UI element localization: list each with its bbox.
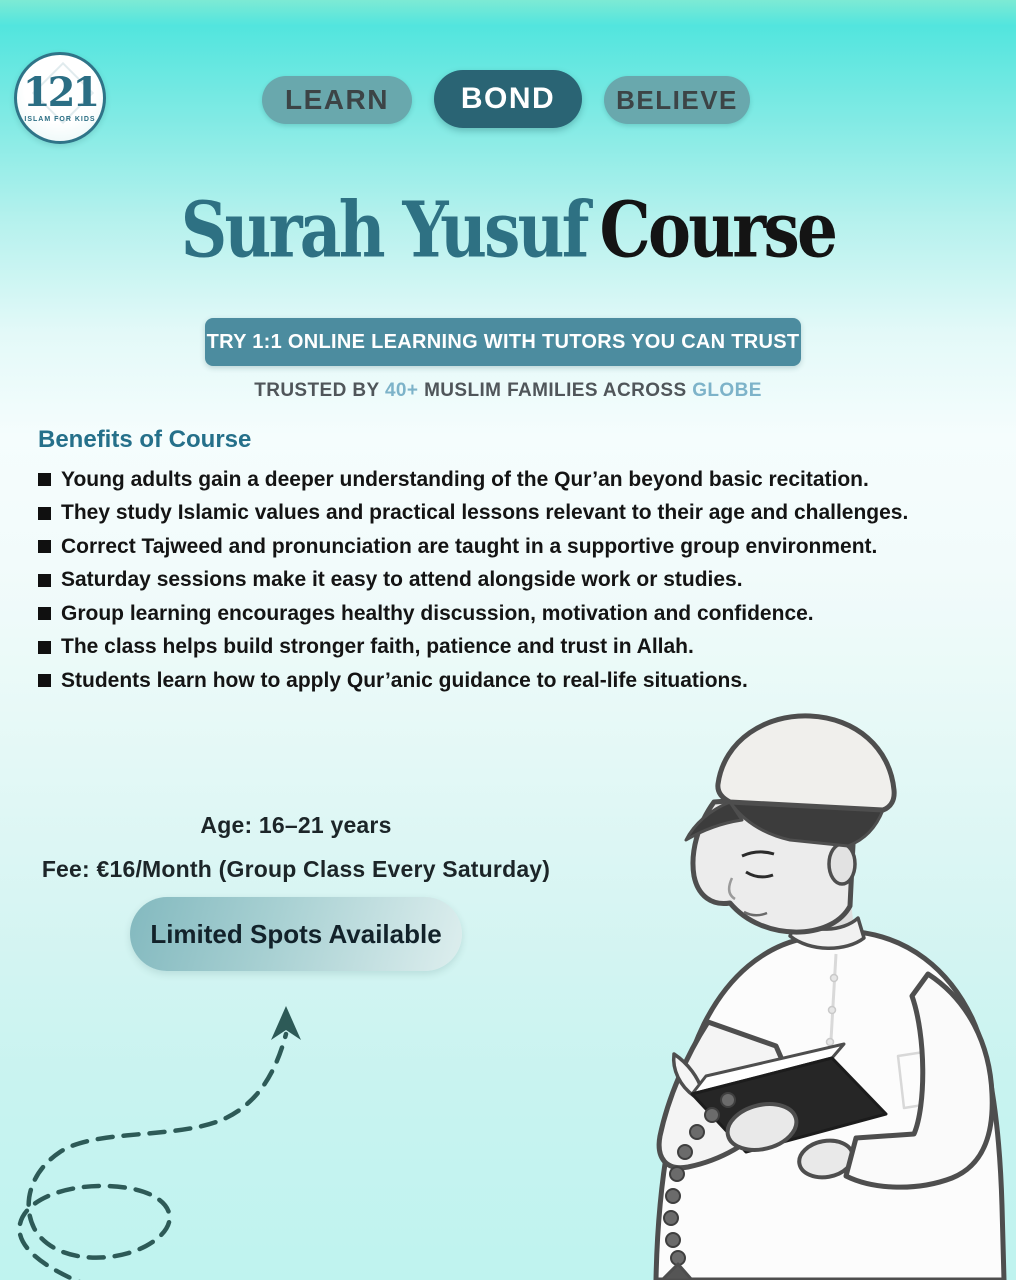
dashed-arrow-icon bbox=[0, 1000, 320, 1280]
benefit-item bbox=[38, 463, 998, 497]
logo-number: 121 bbox=[22, 69, 98, 116]
square-bullet-icon bbox=[38, 607, 51, 620]
tagline-banner: TRY 1:1 ONLINE LEARNING WITH TUTORS YOU CAN TRUST bbox=[205, 318, 801, 366]
square-bullet-icon bbox=[38, 507, 51, 520]
trusted-count: 40+ bbox=[384, 380, 419, 401]
square-bullet-icon bbox=[38, 540, 51, 553]
benefit-text: Group learning encourages healthy discussion, motivation and confidence. bbox=[61, 601, 814, 625]
benefit-text: They study Islamic values and practical lessons relevant to their age and challenges. bbox=[61, 501, 909, 525]
trusted-line bbox=[0, 380, 1016, 402]
pill-bond[interactable]: BOND bbox=[434, 70, 582, 128]
square-bullet-icon bbox=[38, 574, 51, 587]
benefit-item bbox=[38, 530, 998, 564]
benefit-text: Young adults gain a deeper understanding of the Qur’an beyond basic recitation. bbox=[61, 467, 869, 491]
square-bullet-icon bbox=[38, 641, 51, 654]
pill-learn[interactable]: LEARN bbox=[262, 76, 412, 124]
trusted-part2: MUSLIM FAMILIES ACROSS bbox=[424, 380, 687, 401]
page-title bbox=[41, 184, 976, 275]
square-bullet-icon bbox=[38, 473, 51, 486]
benefits-list bbox=[38, 463, 998, 698]
benefit-item bbox=[38, 597, 998, 631]
title-rest: Course bbox=[599, 184, 836, 276]
benefit-text: Correct Tajweed and pronunciation are taught in a supportive group environment. bbox=[61, 534, 878, 558]
benefit-item bbox=[38, 631, 998, 665]
trusted-part1: TRUSTED BY bbox=[254, 380, 380, 401]
logo-tagline: ISLAM FOR KIDS bbox=[24, 116, 96, 123]
benefit-text: Saturday sessions make it easy to attend alongside work or studies. bbox=[61, 568, 743, 592]
benefit-text: The class helps build stronger faith, patience and trust in Allah. bbox=[61, 635, 694, 659]
logo-121-islam-for-kids bbox=[14, 52, 106, 144]
trusted-part3: GLOBE bbox=[692, 380, 762, 401]
benefits-heading: Benefits of Course bbox=[38, 426, 252, 453]
age-line: Age: 16–21 years bbox=[200, 812, 392, 838]
benefit-item bbox=[38, 664, 998, 698]
limited-spots-button[interactable]: Limited Spots Available bbox=[130, 897, 462, 971]
benefit-item bbox=[38, 497, 998, 531]
title-highlight: Surah Yusuf bbox=[180, 184, 587, 276]
benefits-section bbox=[38, 426, 998, 698]
benefit-item bbox=[38, 564, 998, 598]
pill-believe[interactable]: BELIEVE bbox=[604, 76, 750, 124]
student-photo-boy-reading-quran bbox=[596, 706, 1016, 1280]
benefit-text: Students learn how to apply Qur’anic guidance to real-life situations. bbox=[61, 668, 748, 692]
square-bullet-icon bbox=[38, 674, 51, 687]
fee-line: Fee: €16/Month (Group Class Every Saturday) bbox=[41, 856, 551, 882]
